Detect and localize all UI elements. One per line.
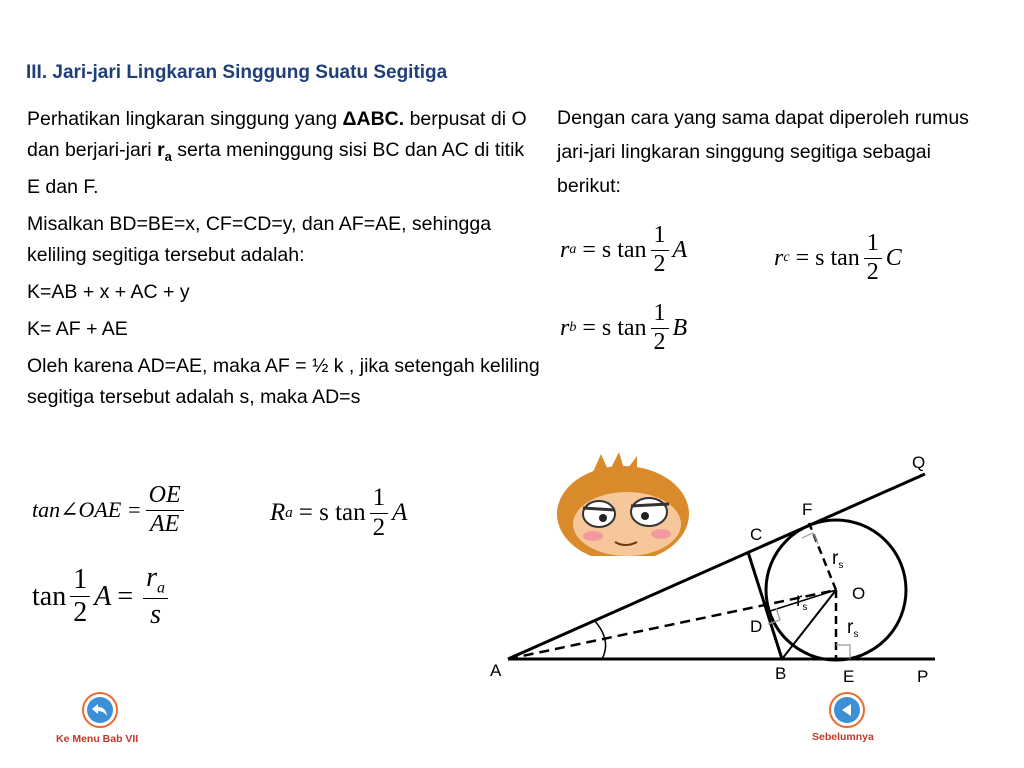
Ra-frac-den: 2 bbox=[372, 513, 386, 541]
th-frac-den: 2 bbox=[73, 597, 88, 629]
th-angle-A: A bbox=[94, 580, 112, 612]
ra-frac-num: 1 bbox=[651, 222, 669, 251]
previous-label[interactable]: Sebelumnya bbox=[812, 731, 874, 743]
rb-sub: b bbox=[569, 320, 577, 336]
label-O: O bbox=[852, 584, 866, 603]
rc-eq-s-tan: = s tan bbox=[795, 244, 860, 271]
rc-frac-den: 2 bbox=[866, 258, 879, 285]
p1-text-b: berpusat di O dan berjari-jari bbox=[27, 108, 527, 161]
menu-back-button[interactable] bbox=[82, 692, 118, 728]
rb-fraction bbox=[651, 300, 669, 356]
radius-label-1: $r_s$ bbox=[832, 548, 844, 571]
Ra-frac-num: 1 bbox=[370, 484, 389, 514]
ra-sub: a bbox=[569, 242, 577, 258]
paragraph-1 bbox=[27, 104, 542, 203]
formula-rb bbox=[560, 300, 687, 356]
left-column bbox=[27, 104, 542, 419]
formula-ra bbox=[560, 222, 687, 278]
rc-fraction bbox=[864, 230, 882, 286]
rb-frac-num: 1 bbox=[651, 300, 669, 329]
radius-label-3: $r_s$ bbox=[847, 617, 859, 640]
th-equals: = bbox=[117, 580, 134, 612]
rb-r: r bbox=[560, 314, 570, 341]
line-AQ bbox=[508, 474, 925, 659]
dashed-AO bbox=[508, 590, 836, 659]
p1-text-c: serta meninggung sisi BC dan AC di titik E dan F. bbox=[27, 139, 525, 198]
Ra-R: R bbox=[270, 499, 286, 527]
right-angle-F bbox=[802, 533, 818, 544]
rc-sub: c bbox=[783, 250, 790, 266]
tan-oae-label: tan∠OAE = bbox=[32, 497, 142, 523]
label-D: D bbox=[750, 617, 763, 636]
back-arrow-icon bbox=[87, 697, 113, 723]
label-Q: Q bbox=[912, 453, 926, 472]
label-B: B bbox=[775, 664, 787, 683]
rb-angle-B: B bbox=[672, 314, 688, 341]
ra-fraction bbox=[651, 222, 669, 278]
fraction-oe-ae bbox=[146, 482, 184, 538]
th-tan: tan bbox=[32, 580, 67, 612]
frac-num-oe: OE bbox=[146, 482, 184, 511]
label-F: F bbox=[802, 500, 813, 519]
th-s: s bbox=[150, 598, 162, 630]
Ra-eq-s-tan: = s tan bbox=[298, 499, 366, 527]
th-r-sub: a bbox=[157, 579, 166, 597]
th-r: r bbox=[146, 562, 158, 593]
formula-tan-half-A bbox=[32, 562, 172, 631]
paragraph-3: K=AB + x + AC + y bbox=[27, 280, 190, 303]
label-E: E bbox=[843, 667, 855, 686]
rc-angle-C: C bbox=[885, 244, 902, 271]
paragraph-4: K= AF + AE bbox=[27, 317, 128, 340]
right-angle-E bbox=[836, 645, 850, 659]
slide-title: III. Jari-jari Lingkaran Singgung Suatu Segitiga bbox=[26, 62, 448, 83]
menu-back-label[interactable]: Ke Menu Bab VII bbox=[56, 733, 139, 745]
formula-Ra bbox=[270, 484, 407, 543]
formula-tan-oae bbox=[32, 482, 188, 538]
Ra-sub: a bbox=[285, 504, 293, 521]
th-frac-num: 1 bbox=[70, 564, 90, 597]
ra-r: r bbox=[560, 236, 570, 263]
rb-eq-s-tan: = s tan bbox=[582, 314, 647, 341]
Ra-angle-A: A bbox=[392, 499, 408, 527]
ra-angle-A: A bbox=[672, 236, 688, 263]
paragraph-5: Oleh karena AD=AE, maka AF = ½ k , jika setengah keliling segitiga tersebut adalah s, maka AD=s bbox=[27, 354, 540, 408]
previous-triangle-icon bbox=[834, 697, 860, 723]
right-intro: Dengan cara yang sama dapat diperoleh rumus jari-jari lingkaran singgung segitiga sebagai berikut: bbox=[557, 107, 969, 197]
rc-frac-num: 1 bbox=[864, 230, 882, 259]
p1-triangle: ΔABC. bbox=[342, 108, 405, 130]
excircle-diagram bbox=[480, 440, 950, 690]
radius-label-2: $r_s$ bbox=[796, 590, 808, 613]
frac-den-ae: AE bbox=[149, 510, 180, 537]
Ra-fraction bbox=[370, 484, 389, 543]
p1-r: r bbox=[157, 139, 165, 161]
rb-frac-den: 2 bbox=[653, 328, 666, 355]
ra-frac-den: 2 bbox=[653, 250, 666, 277]
th-fraction bbox=[70, 564, 90, 629]
ra-eq-s-tan: = s tan bbox=[582, 236, 647, 263]
label-A: A bbox=[490, 661, 502, 680]
paragraph-2: Misalkan BD=BE=x, CF=CD=y, dan AF=AE, sehingga keliling segitiga tersebut adalah: bbox=[27, 212, 492, 266]
label-C: C bbox=[750, 525, 763, 544]
p1-r-sub: a bbox=[164, 148, 172, 164]
formula-rc bbox=[774, 230, 902, 286]
th-ra-s-fraction bbox=[143, 562, 168, 631]
p1-text-a: Perhatikan lingkaran singgung yang bbox=[27, 108, 343, 130]
rc-r: r bbox=[774, 244, 784, 271]
label-P: P bbox=[917, 667, 929, 686]
previous-button[interactable] bbox=[829, 692, 865, 728]
